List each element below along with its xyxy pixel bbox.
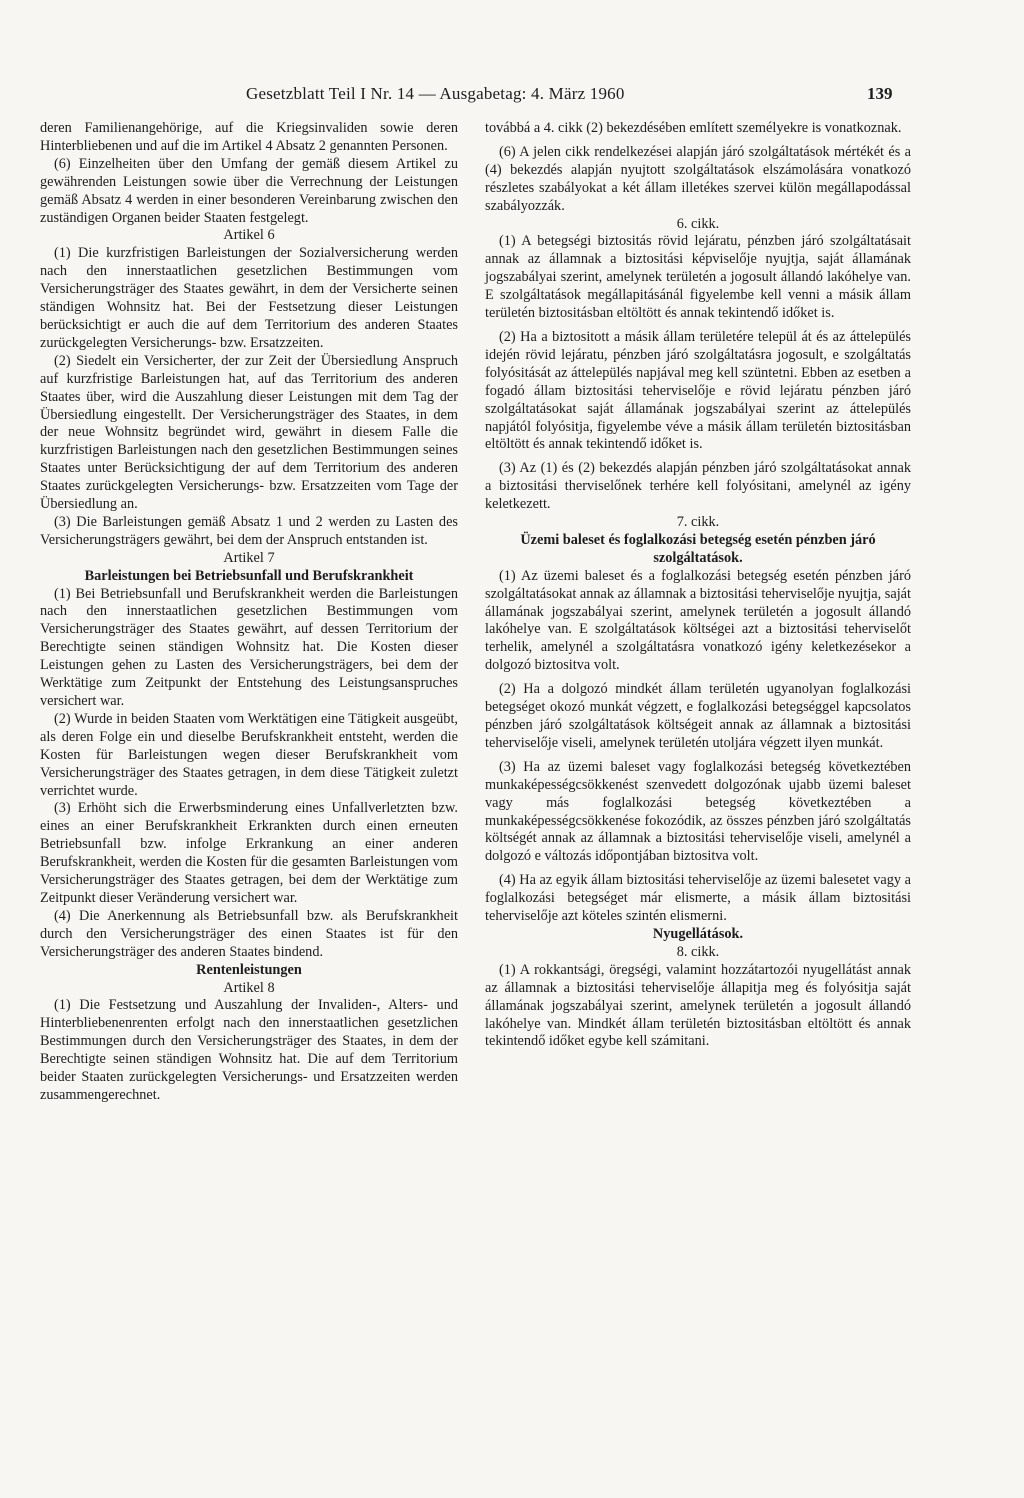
article-heading: 6. cikk.	[676, 215, 720, 232]
paragraph: továbbá a 4. cikk (2) bekezdésében említett személyekre is vonatkoznak.	[485, 120, 902, 136]
paragraph: (1) Bei Betriebsunfall und Berufskrankheit werden die Barleistungen nach den innerstaatlichen gesetzlichen Bestimmungen vom Versicherungsträger des Staates gewährt, auf dessen Territorium der Berechtigte seinen ständigen Wohnsitz hat. Die Kosten dieser Leistungen gehen zu Lasten des Versicherungsträgers, bei dem der Werktätige zum Zeitpunkt der Entstehung des Leistungsanspruches versichert war.	[40, 585, 458, 709]
paragraph: (1) A rokkantsági, öregségi, valamint hozzátartozói nyugellátást annak az államnak a biztositási teherviselője állapitja meg és folyósitja saját államának jogszabályai szerint, amelynek területén a jogosult állandó lakóhelye van. Mindkét állam területén biztositásban eltöltött és annak tekintendő időket egybe kell számitani.	[485, 961, 911, 1050]
paragraph: deren Familienangehörige, auf die Kriegsinvaliden sowie deren Hinterbliebenen und auf die im Artikel 4 Absatz 2 genannten Personen.	[40, 120, 458, 154]
article-heading: Artikel 6	[223, 227, 275, 244]
paragraph: (3) Ha az üzemi baleset vagy foglalkozási betegség következtében munkaképességcsökkenést szenvedett dolgozónak ujabb üzemi baleset vagy más foglalkozási betegség következtében a munkaképességcsökkenése fokozódik, az összes pénzben járó szolgáltatás költségét annak az államnak a biztositási teherviselője viseli, amelynél a dolgozó e változás időpontjában biztositva volt.	[485, 758, 911, 865]
paragraph: (3) Die Barleistungen gemäß Absatz 1 und 2 werden zu Lasten des Versicherungsträgers gewährt, bei dem der Anspruch entstanden ist.	[40, 513, 458, 548]
article-title: Üzemi baleset és foglalkozási betegség esetén pénzben járó szolgáltatások.	[520, 531, 876, 566]
article-title: Barleistungen bei Betriebsunfall und Berufskrankheit	[84, 567, 414, 584]
paragraph: (6) A jelen cikk rendelkezései alapján járó szolgáltatások mértékét és a (4) bekezdés alapján nyujtott szolgáltatások elszámolására vonatkozó részletes szabályokat a két állam illetékes szervei külön megállapodással szabályozzák.	[485, 143, 911, 214]
article-heading: Artikel 7	[223, 549, 275, 566]
article-heading: 7. cikk.	[676, 514, 720, 531]
article-heading: 8. cikk.	[676, 943, 720, 960]
paragraph: (1) Az üzemi baleset és a foglalkozási betegség esetén pénzben járó szolgáltatásokat annak az államnak a biztositási teherviselője nyujtja, saját államának jogszabályai szerint, amelynek területén a jogosult állandó lakóhelye van. E szolgáltatások költségei azt a biztositási teherviselőt terhelik, amelynél a szolgáltatásra vonatkozó igény keletkezésekor a dolgozó biztositva volt.	[485, 567, 911, 674]
paragraph: (2) Ha a biztositott a másik állam területére települ át és az áttelepülés idején rövid lejáratu, pénzben járó szolgáltatásra jogosult, e szolgáltatás folyósitását az áttelepülés napjával meg kell szüntetni. Ebben az esetben a fogadó állam biztositási teherviselője e rövid lejáratu pénzben járó szolgáltatásokat saját államának jogszabályai szerint az áttelepülés napjától folyósitja, figyelembe véve a másik állam területén biztositásban eltöltött és annak tekintendő időket is.	[485, 328, 911, 453]
paragraph: (1) A betegségi biztositás rövid lejáratu, pénzben járó szolgáltatásait annak az államnak a biztositási képviselője nyujtja, saját államának jogszabályai szerint, amelynek területén a jogosult állandó lakóhelye van. E szolgáltatások megállapitásánál figyelembe kell venni a másik állam területén biztositásban eltöltött és annak tekintendő időket is.	[485, 233, 911, 322]
article-heading: Artikel 8	[223, 979, 275, 996]
running-header	[0, 84, 1024, 108]
paragraph: (4) Die Anerkennung als Betriebsunfall bzw. als Berufskrankheit durch den Versicherungsträger des einen Staates ist für den Versicherungsträger des anderen Staates bindend.	[40, 907, 458, 960]
paragraph: (3) Az (1) és (2) bekezdés alapján pénzben járó szolgáltatásokat annak a biztositási therviselőnek terhére kell folyósitani, amelynél az igény keletkezett.	[485, 460, 911, 513]
section-heading: Rentenleistungen	[196, 961, 302, 978]
left-column-german	[40, 120, 458, 1105]
section-heading: Nyugellátások.	[652, 925, 744, 942]
paragraph: (6) Einzelheiten über den Umfang der gemäß diesem Artikel zu gewährenden Leistungen sowie über die Verrechnung der Leistungen gemäß Absatz 4 werden in einer besonderen Vereinbarung zwischen den zuständigen Organen beider Staaten festgelegt.	[40, 155, 458, 226]
running-title: Gesetzblatt Teil I Nr. 14 — Ausgabetag: 4. März 1960	[246, 84, 625, 103]
paragraph: (2) Wurde in beiden Staaten vom Werktätigen eine Tätigkeit ausgeübt, als deren Folge ein und dieselbe Berufskrankheit entsteht, werden die Kosten für Barleistungen wegen dieser Berufskrankheit vom Versicherungsträger des Staates getragen, in dem diese Tätigkeit zuletzt verrichtet wurde.	[40, 710, 458, 799]
paragraph: (2) Ha a dolgozó mindkét állam területén ugyanolyan foglalkozási betegséget okozó munkát végzett, e foglalkozási betegséggel kapcsolatos pénzben járó szolgáltatások költségeit annak az államnak a biztositási teherviselője viseli, amelynek területén utoljára végzett ilyen munkát.	[485, 681, 911, 751]
paragraph: (2) Siedelt ein Versicherter, der zur Zeit der Übersiedlung Anspruch auf kurzfristige Barleistungen hat, auf das Territorium des anderen Staates über, wird die Auszahlung dieser Leistungen mit dem Tag der Übersiedlung eingestellt. Der Versicherungsträger des Staates, in dem der neue Wohnsitz begründet wird, gewährt in diesem Falle die kurzfristigen Barleistungen nach den gesetzlichen Bestimmungen seines Staates unter Berücksichtigung der auf dem Territorium des anderen Staates zurückgelegten Versicherungs- bzw. Ersatzzeiten vom Tage der Übersiedlung an.	[40, 352, 458, 513]
paragraph: (4) Ha az egyik állam biztositási teherviselője az üzemi balesetet vagy a foglalkozási betegséget már elismerte, a másik állam biztositási teherviselője azt köteles szintén elismerni.	[485, 872, 911, 925]
paragraph: (1) Die kurzfristigen Barleistungen der Sozialversicherung werden nach den innerstaatlichen gesetzlichen Bestimmungen vom Versicherungsträger des Staates gewährt, in dem der Versicherte seinen ständigen Wohnsitz hat. Bei der Festsetzung dieser Leistungen berücksichtigt er auch die auf dem Territorium des anderen Staates zurückgelegten Versicherungs- bzw. Ersatzzeiten.	[40, 245, 458, 351]
paragraph: (3) Erhöht sich die Erwerbsminderung eines Unfallverletzten bzw. eines an einer Berufskrankheit Erkrankten durch einen erneuten Betriebsunfall bzw. infolge Erkrankung an einer anderen Berufskrankheit, werden die Kosten für die gesamten Barleistungen vom Versicherungsträger des Staates getragen, bei dem der Werktätige zum Zeitpunkt dieser Veränderung versichert war.	[40, 800, 458, 906]
paragraph: (1) Die Festsetzung und Auszahlung der Invaliden-, Alters- und Hinterbliebenenrenten erfolgt nach den innerstaatlichen gesetzlichen Bestimmungen durch den Versicherungsträger des Staates, in dem der Berechtigte seinen ständigen Wohnsitz hat. Die auf dem Territorium beider Staaten zurückgelegten Versicherungs- und Ersatzzeiten werden zusammengerechnet.	[40, 997, 458, 1103]
right-column-hungarian	[485, 120, 911, 1051]
page-number: 139	[867, 84, 893, 103]
